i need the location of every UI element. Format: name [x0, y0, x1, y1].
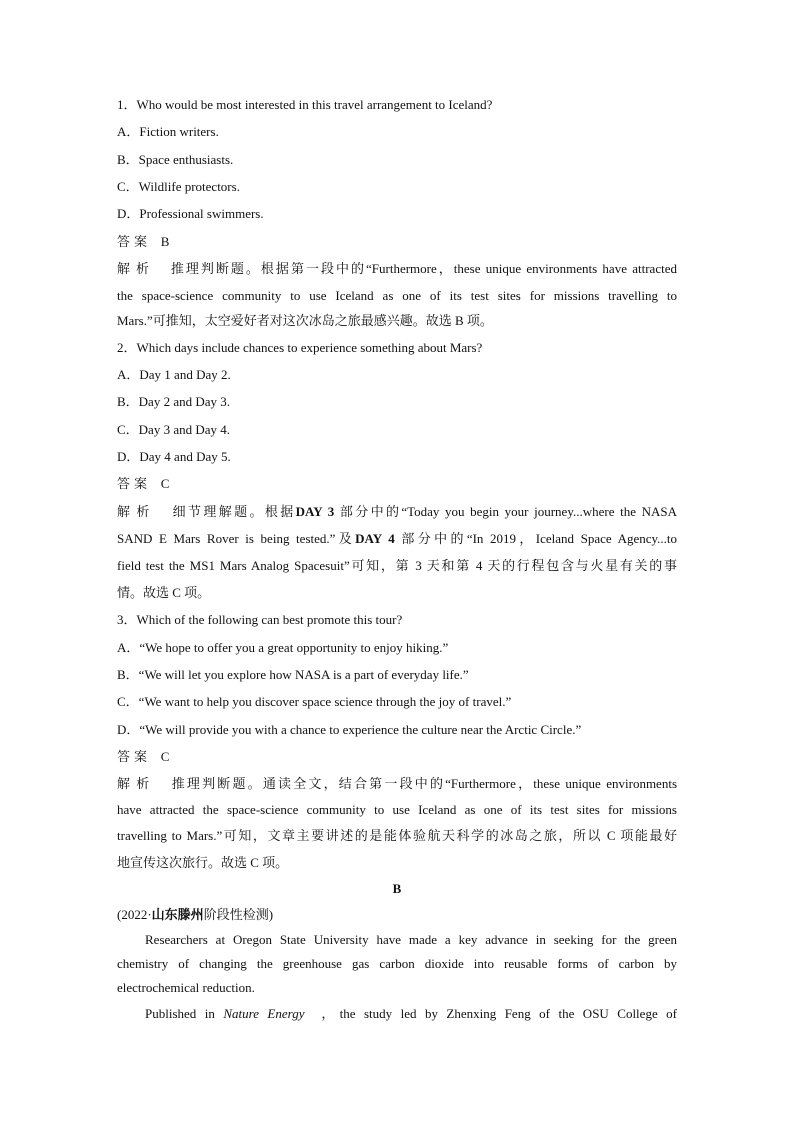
- q1-option-d: D．Professional swimmers.: [117, 206, 264, 221]
- analysis-label: 解析: [117, 261, 156, 276]
- q1-analysis-line-1: [117, 261, 677, 277]
- q2-analysis-line-4: 情。故选 C 项。: [117, 585, 211, 600]
- answer-label: 答案: [117, 234, 152, 249]
- q2-option-c: C．Day 3 and Day 4.: [117, 422, 231, 437]
- journal-name: Nature Energy: [223, 1006, 305, 1021]
- paragraph-1-line-1: Researchers at Oregon State University have made a key advance in seeking for the green: [145, 932, 677, 947]
- question-3: 3．Which of the following can best promote this tour?: [117, 612, 403, 627]
- q3-answer: [117, 749, 677, 765]
- analysis-label: 解析: [117, 504, 156, 519]
- analysis-text: 部分中的“In 2019，Iceland Space Agency...to: [401, 531, 678, 546]
- analysis-text: 部分中的“Today you begin your journey...where the NASA: [339, 504, 678, 519]
- paragraph-1-line-3: electrochemical reduction.: [117, 980, 255, 995]
- analysis-label: 解析: [117, 776, 156, 791]
- day-4-label: DAY 4: [355, 531, 395, 546]
- paragraph-text: Published in: [145, 1006, 224, 1021]
- answer-value: C: [160, 749, 170, 764]
- q2-option-d: D．Day 4 and Day 5.: [117, 449, 231, 464]
- q1-option-b: B．Space enthusiasts.: [117, 152, 234, 167]
- analysis-text: 推理判断题。根据第一段中的“Furthermore，these unique environments have attracted: [170, 261, 677, 276]
- q1-analysis-line-3: Mars.”可推知，太空爱好者对这次冰岛之旅最感兴趣。故选 B 项。: [117, 313, 493, 328]
- source-place: 山东滕州: [151, 907, 204, 922]
- q1-option-a: A．Fiction writers.: [117, 124, 219, 139]
- q2-option-b: B．Day 2 and Day 3.: [117, 394, 231, 409]
- q2-analysis-line-2: [117, 531, 677, 547]
- q3-analysis-line-2: have attracted the space-science community to use Iceland as one of its test sites for missions: [117, 802, 677, 817]
- source-suffix: 阶段性检测): [203, 907, 274, 922]
- paragraph-1-line-2: chemistry of changing the greenhouse gas carbon dioxide into reusable forms of carbon by: [117, 956, 677, 971]
- q1-option-c: C．Wildlife protectors.: [117, 179, 240, 194]
- answer-value: B: [160, 234, 170, 249]
- q2-analysis-line-3: field test the MS1 Mars Analog Spacesuit”可知，第 3 天和第 4 天的行程包含与火星有关的事: [117, 558, 677, 573]
- q3-analysis-line-4: 地宣传这次旅行。故选 C 项。: [117, 855, 289, 870]
- answer-value: C: [160, 476, 170, 491]
- question-1: 1．Who would be most interested in this travel arrangement to Iceland?: [117, 97, 493, 112]
- answer-label: 答案: [117, 749, 152, 764]
- section-heading: B: [392, 881, 402, 896]
- q3-option-d: D．“We will provide you with a chance to experience the culture near the Arctic Circle.”: [117, 722, 582, 737]
- answer-label: 答案: [117, 476, 152, 491]
- paragraph-text: ，the study led by Zhenxing Feng of the OSU College of: [321, 1006, 678, 1021]
- passage-source: [117, 907, 677, 923]
- day-3-label: DAY 3: [295, 504, 335, 519]
- q1-answer: [117, 234, 677, 250]
- q3-option-c: C．“We want to help you discover space science through the joy of travel.”: [117, 694, 512, 709]
- q3-analysis-line-3: travelling to Mars.”可知，文章主要讲述的是能体验航天科学的冰岛之旅，所以 C 项能最好: [117, 828, 677, 843]
- q2-analysis-line-1: [117, 504, 677, 520]
- question-2: 2．Which days include chances to experience something about Mars?: [117, 340, 483, 355]
- source-prefix: (2022·: [117, 907, 152, 922]
- paragraph-2-line-1: [145, 1006, 677, 1022]
- analysis-text: 细节理解题。根据: [172, 504, 296, 519]
- q3-option-a: A．“We hope to offer you a great opportunity to enjoy hiking.”: [117, 640, 449, 655]
- analysis-text: SAND E Mars Rover is being tested.”及: [117, 531, 356, 546]
- q2-answer: [117, 476, 677, 492]
- q3-analysis-line-1: [117, 776, 677, 792]
- q1-analysis-line-2: the space-science community to use Iceland as one of its test sites for missions travelling to: [117, 288, 677, 303]
- analysis-text: 推理判断题。通读全文，结合第一段中的“Furthermore，these unique environments: [171, 776, 678, 791]
- q2-option-a: A．Day 1 and Day 2.: [117, 367, 231, 382]
- q3-option-b: B．“We will let you explore how NASA is a part of everyday life.”: [117, 667, 469, 682]
